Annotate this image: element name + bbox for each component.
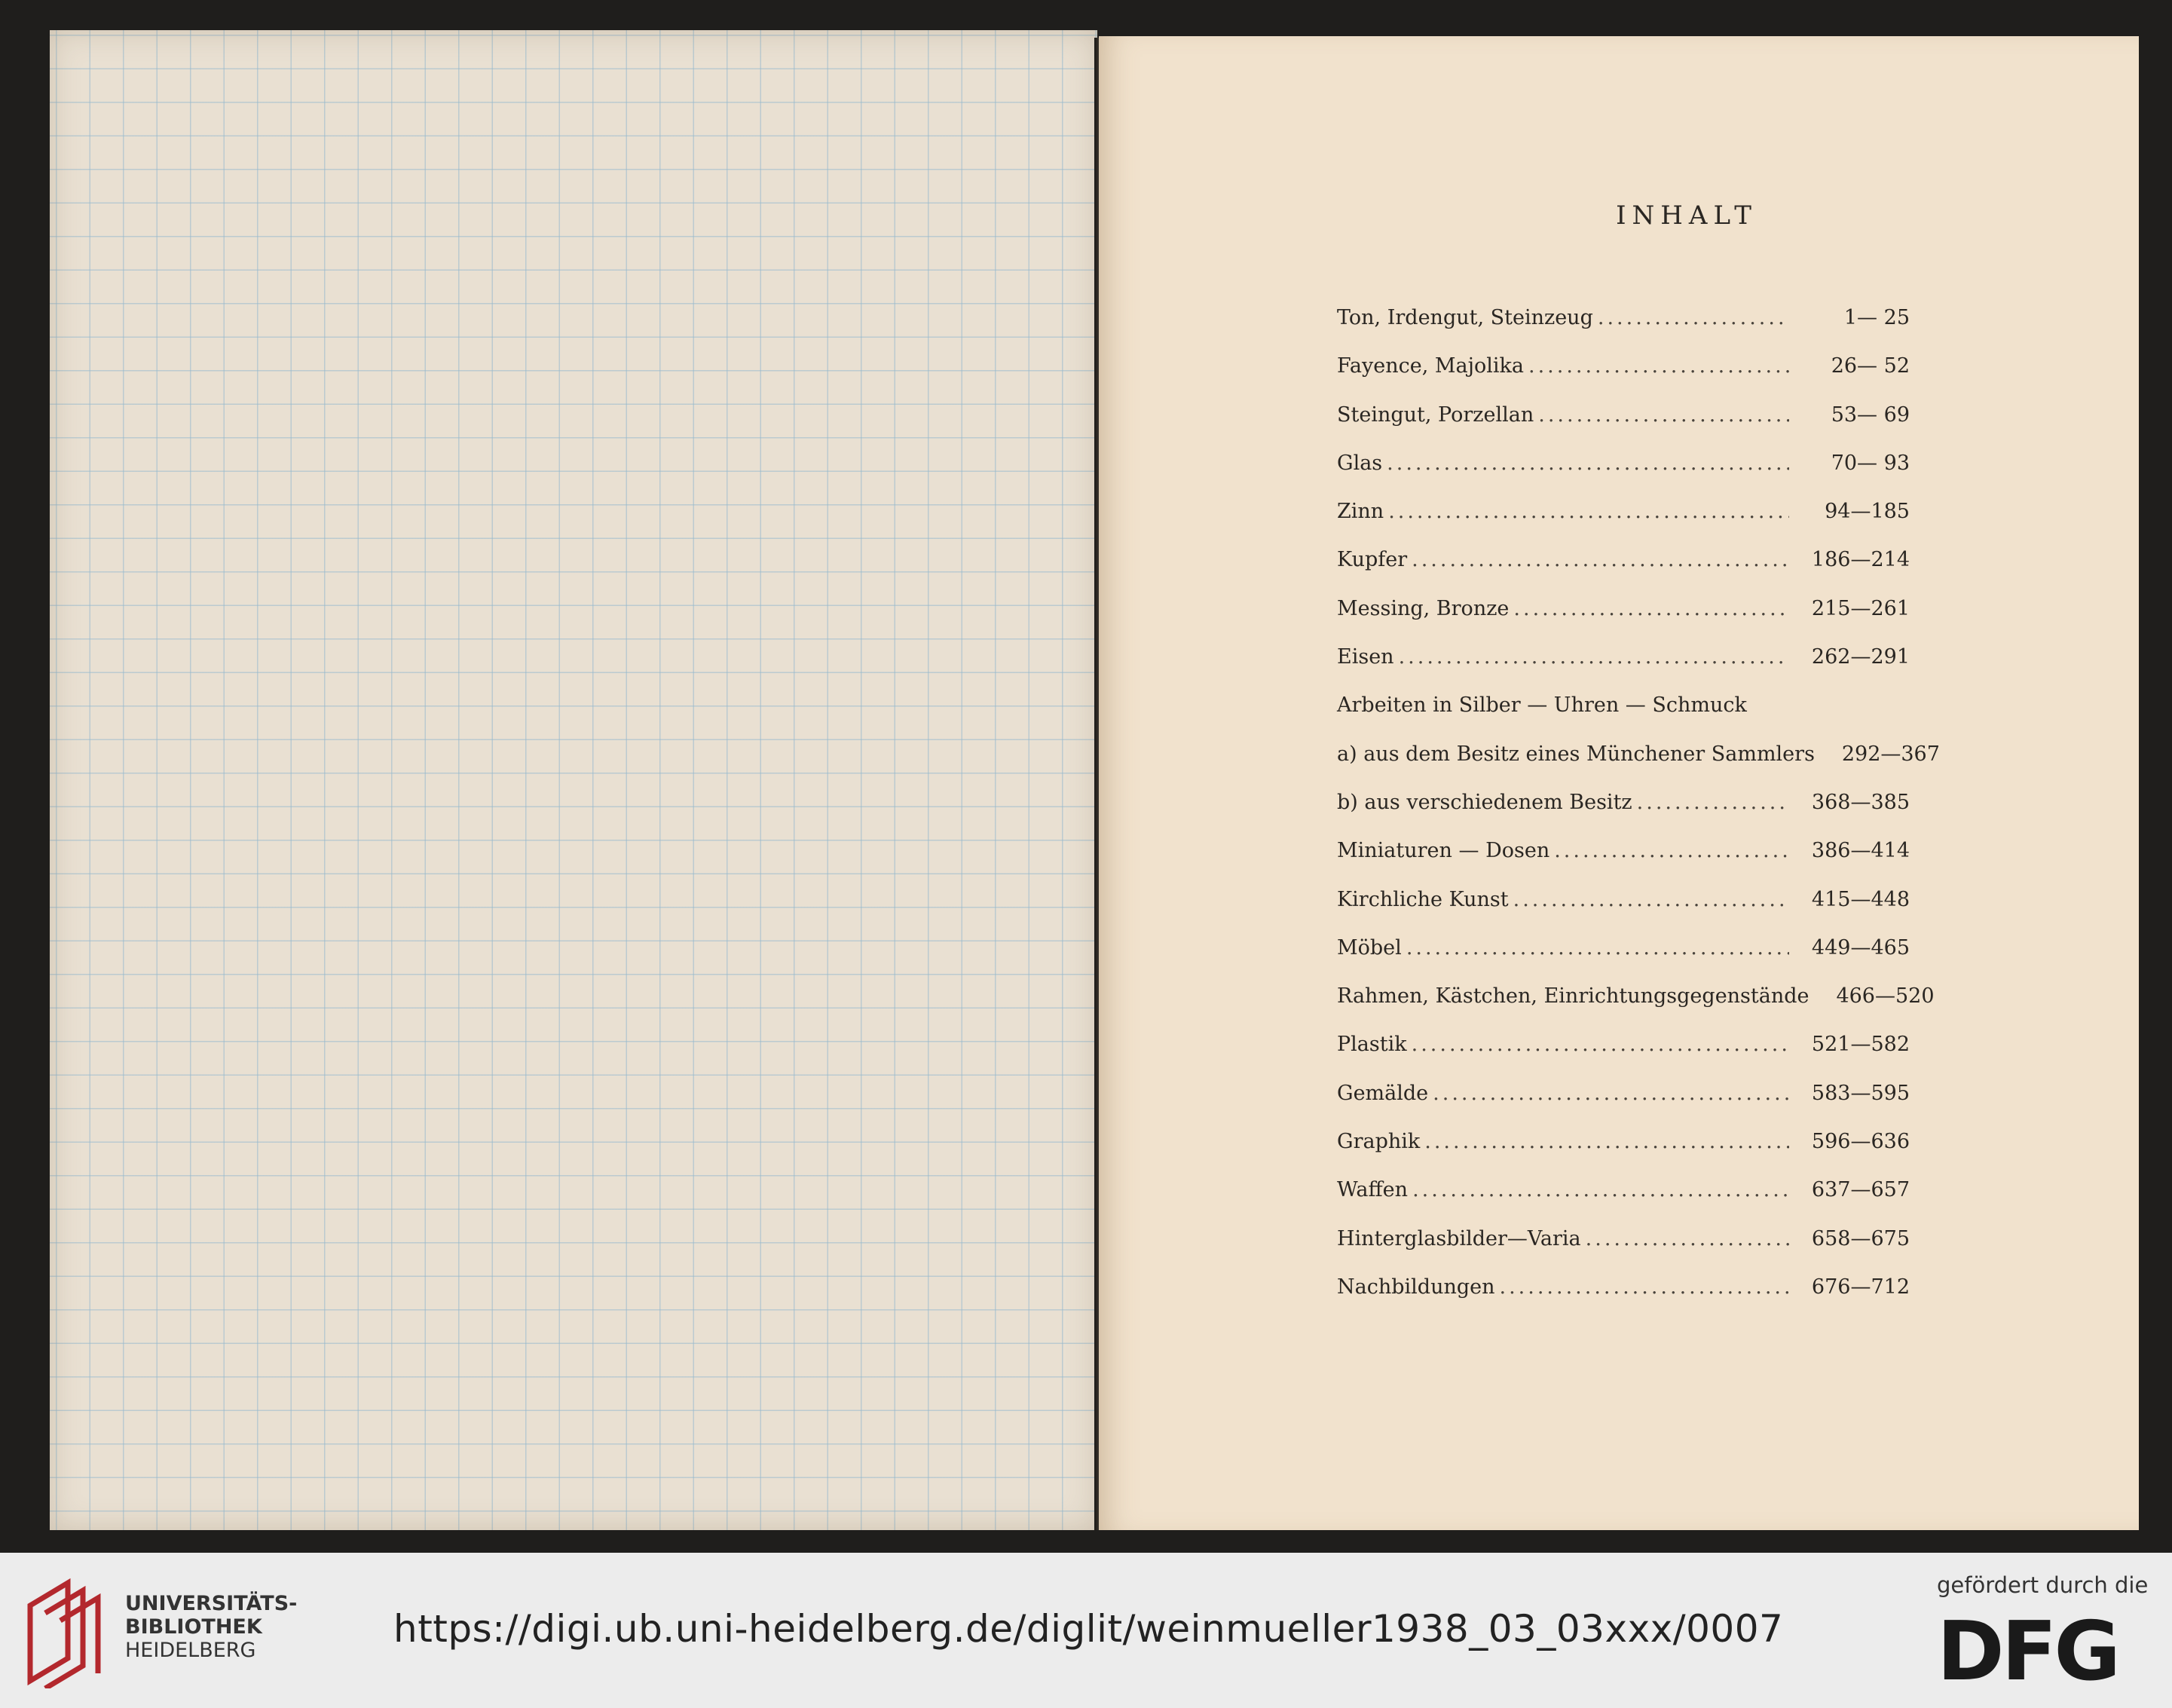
toc-entry-pages: 658—675	[1811, 1226, 1910, 1250]
toc-entry	[1337, 936, 1910, 984]
funding-note: gefördert durch die	[1937, 1572, 2149, 1598]
toc-entry-pages: 449—465	[1811, 935, 1910, 960]
toc-entry-leader-dots	[1412, 1033, 1789, 1056]
toc-entry	[1337, 403, 1910, 451]
toc-entry	[1337, 791, 1910, 839]
toc-entry-leader-dots	[1513, 597, 1789, 620]
toc-entry-leader-dots	[1424, 1130, 1789, 1153]
toc-entry	[1337, 1178, 1910, 1226]
library-name	[125, 1592, 297, 1662]
toc-entry-pages: 215—261	[1811, 596, 1910, 620]
toc-entry-label: Rahmen, Kästchen, Einrichtungsgegenstände	[1337, 984, 1809, 1009]
dfg-logo-text: DFG	[1937, 1615, 2118, 1684]
toc-entry-pages: 676—712	[1811, 1275, 1910, 1299]
university-library-logo-icon[interactable]	[23, 1575, 106, 1688]
toc-entry-leader-dots	[1554, 839, 1789, 862]
toc-entry	[1337, 645, 1910, 693]
toc-entry-label: Eisen	[1337, 645, 1394, 669]
toc-entry-label: b) aus verschiedenem Besitz	[1337, 790, 1632, 814]
toc-entry	[1337, 548, 1910, 596]
toc-entry-label: Möbel	[1337, 935, 1402, 960]
toc-entry-pages: 637—657	[1811, 1178, 1910, 1202]
toc-entry-leader-dots	[1387, 451, 1789, 475]
toc-entry	[1337, 693, 1910, 742]
library-name-line3: HEIDELBERG	[125, 1639, 256, 1662]
toc-entry-label: Fayence, Majolika	[1337, 354, 1524, 378]
toc-entry-pages: 26— 52	[1831, 354, 1910, 378]
toc-entry-pages: 70— 93	[1831, 451, 1910, 475]
toc-entry-pages: 368—385	[1811, 790, 1910, 814]
toc-entry	[1337, 306, 1910, 354]
toc-entry-leader-dots	[1406, 936, 1789, 960]
toc-entry	[1337, 500, 1910, 548]
left-page-grid-paper	[50, 30, 1097, 1530]
toc-entry-label: a) aus dem Besitz eines Münchener Sammlers	[1337, 742, 1815, 766]
page-title: INHALT	[1616, 200, 1757, 231]
dfg-logo-icon[interactable]	[1937, 1615, 2140, 1684]
toc-entry	[1337, 597, 1910, 645]
toc-entry-label: Graphik	[1337, 1130, 1421, 1154]
toc-entry-leader-dots	[1433, 1082, 1789, 1105]
toc-entry-leader-dots	[1412, 548, 1789, 571]
toc-entry	[1337, 1130, 1910, 1178]
toc-entry-pages: 186—214	[1811, 548, 1910, 572]
toc-entry-label: Kupfer	[1337, 548, 1408, 572]
toc-entry	[1337, 839, 1910, 887]
toc-entry-pages: 262—291	[1811, 645, 1910, 669]
toc-entry-label: Messing, Bronze	[1337, 596, 1510, 620]
toc-entry-label: Plastik	[1337, 1033, 1407, 1057]
toc-entry-leader-dots	[1598, 306, 1789, 329]
toc-entry-label: Hinterglasbilder—Varia	[1337, 1226, 1581, 1250]
toc-entry-leader-dots	[1586, 1227, 1789, 1250]
toc-entry	[1337, 451, 1910, 500]
toc-entry-leader-dots	[1637, 791, 1789, 814]
viewer-footer	[0, 1553, 2172, 1708]
toc-entry	[1337, 1275, 1910, 1324]
toc-entry-leader-dots	[1528, 354, 1789, 378]
toc-entry	[1337, 354, 1910, 403]
table-of-contents	[1337, 306, 1940, 1324]
toc-entry-leader-dots	[1388, 500, 1789, 523]
toc-entry-pages: 596—636	[1811, 1130, 1910, 1154]
toc-entry-pages: 521—582	[1811, 1033, 1910, 1057]
toc-entry-label: Miniaturen — Dosen	[1337, 839, 1550, 863]
library-name-line2: BIBLIOTHEK	[125, 1615, 262, 1639]
right-page	[1099, 36, 2139, 1530]
toc-entry-leader-dots	[1513, 888, 1789, 911]
toc-entry-label: Glas	[1337, 451, 1383, 475]
toc-entry	[1337, 1033, 1910, 1081]
toc-entry-label: Nachbildungen	[1337, 1275, 1495, 1299]
toc-entry-pages: 1— 25	[1843, 306, 1910, 329]
permalink-url[interactable]: https://digi.ub.uni-heidelberg.de/diglit/weinmueller1938_03_03xxx/0007	[393, 1607, 1784, 1651]
toc-entry-pages: 583—595	[1811, 1081, 1910, 1105]
toc-entry-leader-dots	[1412, 1178, 1789, 1201]
toc-entry-pages: 53— 69	[1831, 403, 1910, 427]
toc-entry-pages: 292—367	[1841, 742, 1940, 766]
toc-entry	[1337, 888, 1910, 936]
toc-entry-label: Steingut, Porzellan	[1337, 403, 1534, 427]
toc-entry	[1337, 1082, 1910, 1130]
toc-entry-pages: 466—520	[1836, 984, 1935, 1009]
toc-entry-pages: 94—185	[1825, 500, 1910, 524]
toc-entry-label: Gemälde	[1337, 1081, 1429, 1105]
toc-entry-leader-dots	[1500, 1275, 1789, 1299]
toc-entry-pages: 386—414	[1811, 839, 1910, 863]
toc-entry	[1337, 1227, 1910, 1275]
toc-entry	[1337, 742, 1940, 791]
toc-entry-label: Zinn	[1337, 500, 1384, 524]
toc-entry-label: Ton, Irdengut, Steinzeug	[1337, 306, 1593, 329]
toc-entry-label: Waffen	[1337, 1178, 1409, 1202]
toc-entry	[1337, 984, 1935, 1033]
toc-entry-label: Arbeiten in Silber — Uhren — Schmuck	[1337, 693, 1747, 718]
toc-entry-pages: 415—448	[1811, 887, 1910, 911]
toc-entry-leader-dots	[1538, 403, 1789, 427]
library-name-line1: UNIVERSITÄTS-	[125, 1592, 298, 1615]
toc-entry-leader-dots	[1399, 645, 1789, 669]
toc-entry-label: Kirchliche Kunst	[1337, 887, 1509, 911]
bleed-through-text	[231, 204, 984, 1334]
